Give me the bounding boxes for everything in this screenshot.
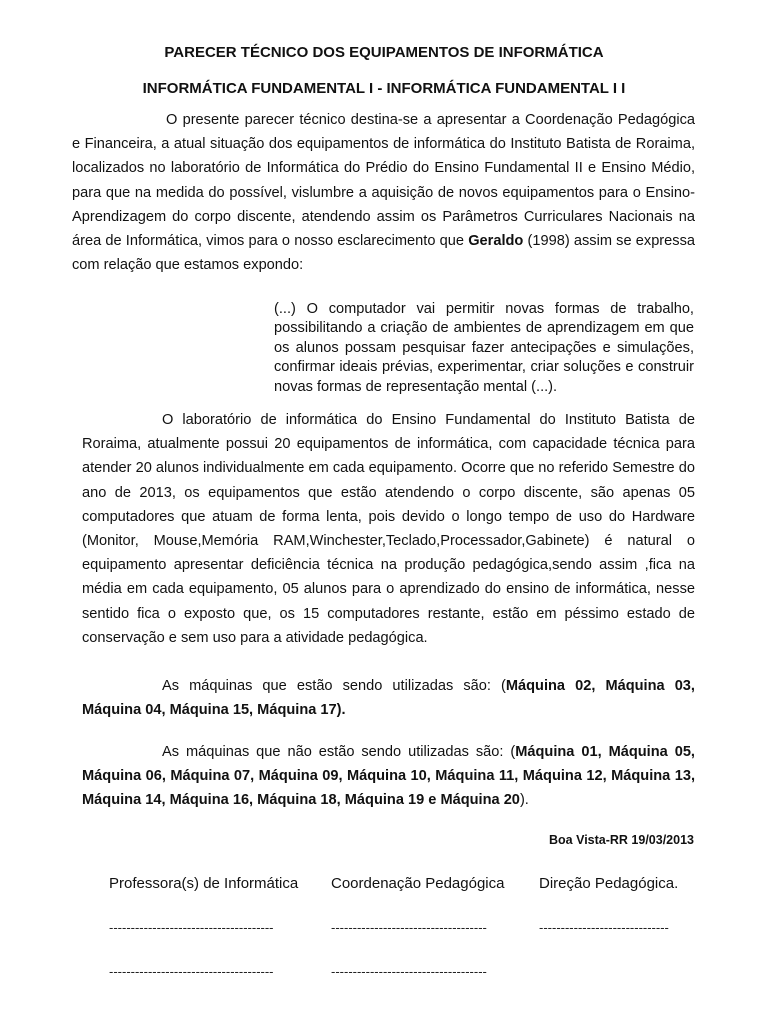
signature-line-coordination: ------------------------------------ [331, 920, 487, 935]
signature-label-direction: Direção Pedagógica. [539, 875, 679, 892]
intro-text-end: (1998) assim se expressa com relação que estamos expondo: [72, 233, 695, 274]
block-quote [274, 300, 694, 397]
author-name: Geraldo [468, 233, 524, 250]
unused-machines-tail: ). [519, 792, 529, 809]
unused-machines-list: Máquina 01, Máquina 05, Máquina 06, Máquina 07, Máquina 09, Máquina 10, Máquina 11, Máquina 12, Máquina 13, Máquina 14, Máquina 16, Máquina 18, Máquina 19 e Máquina 20 [82, 744, 695, 809]
date-location: Boa Vista-RR 19/03/2013 [549, 833, 694, 847]
intro-paragraph [72, 108, 695, 277]
unused-machines-lead: As máquinas que não estão sendo utilizadas são: ( [162, 744, 516, 760]
signature-label-coordination: Coordenação Pedagógica [331, 875, 505, 892]
unused-machines-paragraph [82, 740, 695, 813]
signature-line-direction: ------------------------------ [539, 920, 669, 935]
signature-label-teachers: Professora(s) de Informática [109, 875, 299, 892]
lab-text: O laboratório de informática do Ensino Fundamental do Instituto Batista de Roraima, atualmente possui 20 equipamentos de informática, com capacidade técnica para atender 20 alunos individualmente em cada equipamento. Ocorre que no referido Semestre do ano de 2013, os equipamentos que estão atendendo o corpo discente, são apenas 05 computadores que atuam de forma lenta, pois devido o longo tempo de uso do Hardware (Monitor, Mouse,Memória RAM,Winchester,Teclado,Processador,Gabinete) é natural o equipamento apresentar deficiência técnica na produção pedagógica,sendo assim ,fica na média em cada equipamento, 05 alunos para o aprendizado do ensino de informática, nesse sentido fica o exposto que, os 15 computadores restante, estão em péssimo estado de conservação e sem uso para a atividade pedagógica. [82, 412, 695, 646]
quote-text: (...) O computador vai permitir novas formas de trabalho, possibilitando a criação de ambientes de aprendizagem em que os alunos possam pesquisar fazer antecipações e simulações, confirmar ideais prévias, experimentar, criar soluções e construir novas formas de representação mental (...). [274, 301, 694, 395]
document-title: PARECER TÉCNICO DOS EQUIPAMENTOS DE INFORMÁTICA [164, 44, 604, 61]
document-subtitle: INFORMÁTICA FUNDAMENTAL I - INFORMÁTICA FUNDAMENTAL I I [142, 80, 626, 97]
signature-line-teachers-2: -------------------------------------- [109, 964, 274, 979]
signature-line-coordination-2: ------------------------------------ [331, 964, 487, 979]
lab-paragraph [82, 408, 695, 650]
intro-text: O presente parecer técnico destina-se a apresentar a Coordenação Pedagógica e Financeira, a atual situação dos equipamentos de informática do Instituto Batista de Roraima, localizados no laboratório de Informática do Prédio do Ensino Fundamental II e Ensino Médio, para que na medida do possível, vislumbre a aquisição de novos equipamentos para o Ensino-Aprendizagem do corpo discente, atendendo assim os Parâmetros Curriculares Nacionais na área de Informática, vimos para o nosso esclarecimento que [72, 112, 695, 250]
used-machines-list: Máquina 02, Máquina 03, Máquina 04, Máquina 15, Máquina 17). [82, 678, 695, 719]
used-machines-paragraph [82, 674, 695, 722]
used-machines-lead: As máquinas que estão sendo utilizadas são: ( [162, 678, 506, 694]
signature-line-teachers: -------------------------------------- [109, 920, 274, 935]
